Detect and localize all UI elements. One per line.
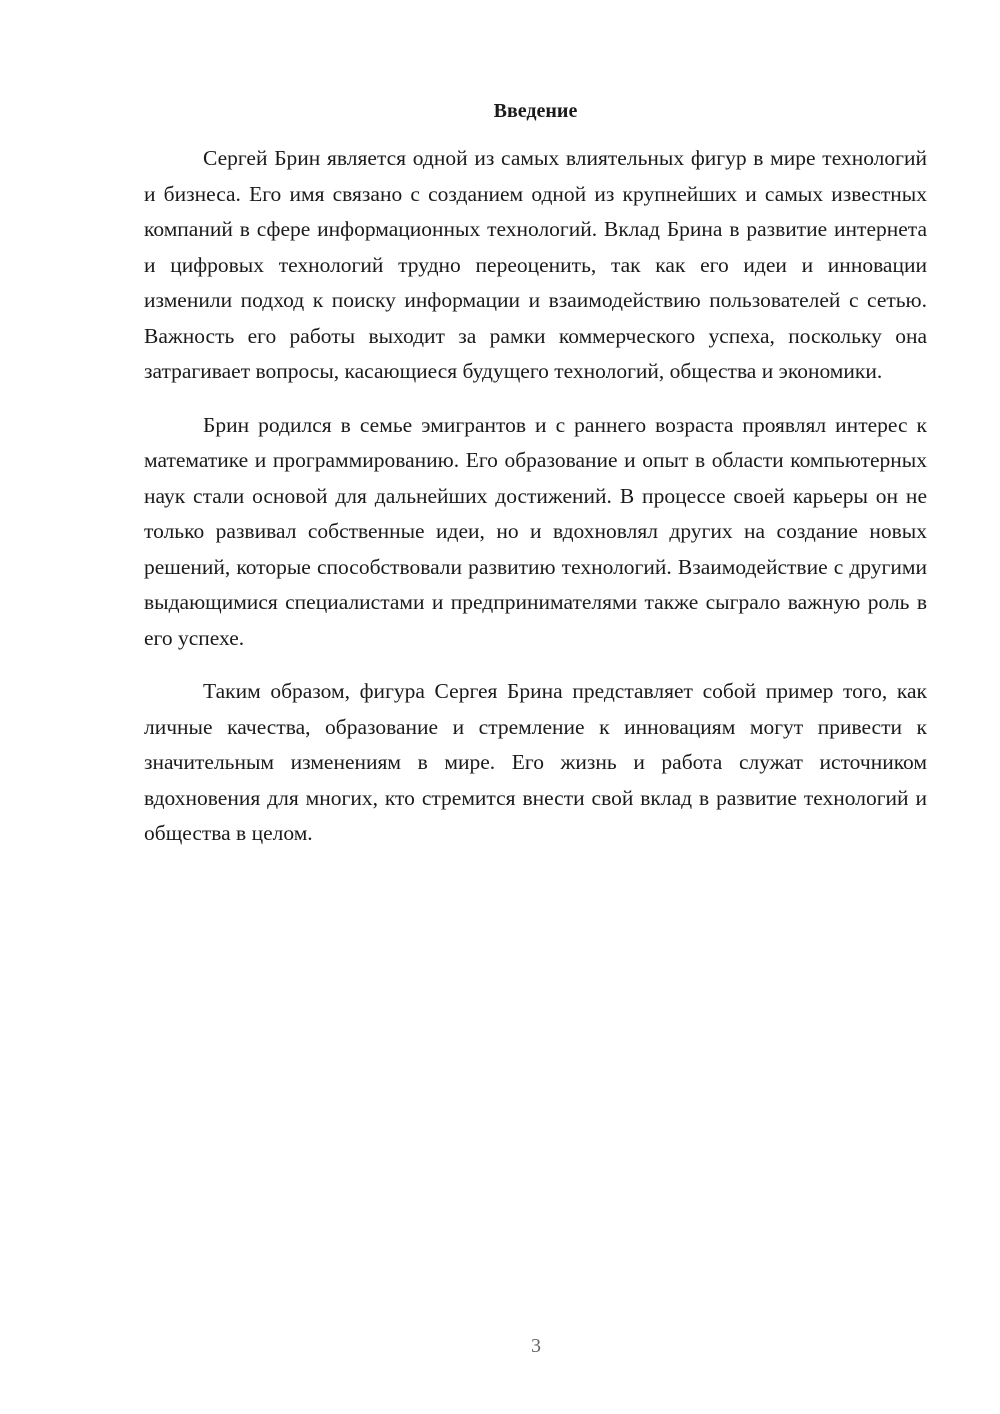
paragraph-3: Таким образом, фигура Сергея Брина представляет собой пример того, как личные качества, образование и стремление к инновациям могут привести к значительным изменениям в мире. Его жизнь и работа служат источником вдохновения для многих, кто стремится внести свой вклад в развитие технологий и общества в целом. (144, 679, 927, 845)
page-number: 3 (531, 1335, 541, 1357)
paragraph-2: Брин родился в семье эмигрантов и с раннего возраста проявлял интерес к математике и программированию. Его образование и опыт в области компьютерных наук стали основой для дальнейших достижений. В процессе своей карьеры он не только развивал собственные идеи, но и вдохновлял других на создание новых решений, которые способствовали развитию технологий. Взаимодействие с другими выдающимися специалистами и предпринимателями также сыграло важную роль в его успехе. (144, 412, 927, 650)
paragraph-1: Сергей Брин является одной из самых влиятельных фигур в мире технологий и бизнеса. Его имя связано с созданием одной из крупнейших и самых известных компаний в сфере информационных технологий. Вклад Брина в развитие интернета и цифровых технологий трудно переоценить, так как его идеи и инновации изменили подход к поиску информации и взаимодействию пользователей с сетью. Важность его работы выходит за рамки коммерческого успеха, поскольку она затрагивает вопросы, касающиеся будущего технологий, общества и экономики. (144, 146, 927, 383)
body-text (144, 141, 927, 852)
section-title: Введение (493, 100, 578, 122)
